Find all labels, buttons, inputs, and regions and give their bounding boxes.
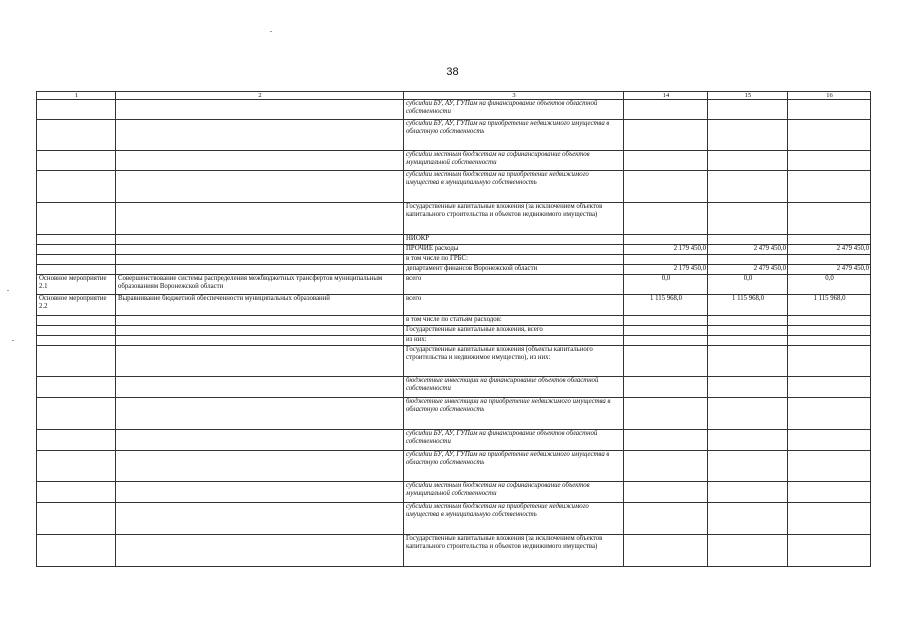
- value-2015-cell: [708, 326, 788, 336]
- table-row: [37, 398, 871, 430]
- row-name-cell: [116, 245, 404, 255]
- row-name-cell: [116, 430, 404, 451]
- table-row: [37, 295, 871, 316]
- value-2016-cell: [788, 235, 871, 245]
- row-code-cell: [37, 326, 116, 336]
- row-expense-cell: субсидии местным бюджетам на софинансирование объектов муниципальной собственности: [404, 482, 624, 503]
- value-2016-cell: 1 115 968,0: [788, 295, 871, 316]
- value-2016-cell: 2 479 450,0: [788, 265, 871, 275]
- row-name-cell: [116, 120, 404, 151]
- value-2014-cell: [624, 316, 708, 326]
- value-2015-cell: [708, 120, 788, 151]
- table-header-row: [37, 92, 871, 100]
- row-name-cell: [116, 151, 404, 171]
- table-row: [37, 120, 871, 151]
- table-row: [37, 336, 871, 346]
- table-row: [37, 316, 871, 326]
- value-2015-cell: [708, 203, 788, 235]
- value-2015-cell: [708, 346, 788, 377]
- value-2014-cell: [624, 255, 708, 265]
- row-name-cell: [116, 203, 404, 235]
- value-2015-cell: [708, 451, 788, 482]
- row-code-cell: [37, 100, 116, 120]
- value-2014-cell: [624, 398, 708, 430]
- row-code-cell: [37, 265, 116, 275]
- table-row: [37, 151, 871, 171]
- value-2014-cell: [624, 430, 708, 451]
- value-2014-cell: 2 179 450,0: [624, 245, 708, 255]
- row-expense-cell: бюджетные инвестиции на приобретение недвижимого имущества в областную собственность: [404, 398, 624, 430]
- table-row: [37, 100, 871, 120]
- value-2014-cell: [624, 171, 708, 203]
- value-2016-cell: [788, 203, 871, 235]
- value-2015-cell: [708, 377, 788, 398]
- table-row: [37, 203, 871, 235]
- row-name-cell: Выравнивание бюджетной обеспеченности муниципальных образований: [116, 295, 404, 316]
- row-expense-cell: НИОКР: [404, 235, 624, 245]
- table-row: [37, 171, 871, 203]
- value-2015-cell: [708, 535, 788, 567]
- value-2014-cell: [624, 326, 708, 336]
- value-2015-cell: [708, 482, 788, 503]
- value-2014-cell: [624, 451, 708, 482]
- row-expense-cell: Государственные капитальные вложения (объекты капитального строительства и недвижимое имущество), из них:: [404, 346, 624, 377]
- table-row: [37, 245, 871, 255]
- table-row: [37, 275, 871, 295]
- row-name-cell: [116, 336, 404, 346]
- row-expense-cell: субсидии БУ, АУ, ГУПам на финансирование объектов областной собственности: [404, 100, 624, 120]
- row-name-cell: [116, 326, 404, 336]
- value-2014-cell: 0,0: [624, 275, 708, 295]
- row-name-cell: [116, 346, 404, 377]
- table-row: [37, 346, 871, 377]
- row-expense-cell: субсидии местным бюджетам на приобретение недвижимого имущества в муниципальную собственность: [404, 171, 624, 203]
- value-2016-cell: 2 479 450,0: [788, 245, 871, 255]
- value-2015-cell: [708, 151, 788, 171]
- value-2015-cell: [708, 100, 788, 120]
- value-2014-cell: [624, 120, 708, 151]
- value-2014-cell: [624, 336, 708, 346]
- value-2014-cell: [624, 235, 708, 245]
- table-row: [37, 430, 871, 451]
- table-row: [37, 235, 871, 245]
- value-2014-cell: [624, 100, 708, 120]
- value-2015-cell: [708, 430, 788, 451]
- value-2016-cell: [788, 100, 871, 120]
- value-2016-cell: [788, 398, 871, 430]
- row-name-cell: [116, 171, 404, 203]
- row-name-cell: [116, 398, 404, 430]
- table-row: [37, 535, 871, 567]
- value-2016-cell: [788, 451, 871, 482]
- value-2015-cell: [708, 398, 788, 430]
- row-code-cell: [37, 235, 116, 245]
- value-2016-cell: [788, 430, 871, 451]
- value-2014-cell: [624, 203, 708, 235]
- value-2016-cell: [788, 326, 871, 336]
- value-2015-cell: 1 115 968,0: [708, 295, 788, 316]
- header-cell: 3: [404, 92, 624, 100]
- row-expense-cell: субсидии БУ, АУ, ГУПам на приобретение недвижимого имущества в областную собственность: [404, 451, 624, 482]
- value-2016-cell: [788, 482, 871, 503]
- row-code-cell: [37, 245, 116, 255]
- value-2016-cell: [788, 377, 871, 398]
- row-name-cell: Совершенствование системы распределения межбюджетных трансфертов муниципальным образованиям Воронежской области: [116, 275, 404, 295]
- row-name-cell: [116, 482, 404, 503]
- value-2015-cell: 2 479 450,0: [708, 245, 788, 255]
- row-code-cell: [37, 171, 116, 203]
- table-row: [37, 326, 871, 336]
- row-expense-cell: субсидии местным бюджетам на софинансирование объектов муниципальной собственности: [404, 151, 624, 171]
- table-row: [37, 255, 871, 265]
- header-cell: 14: [624, 92, 708, 100]
- header-cell: 15: [708, 92, 788, 100]
- scan-speck: [270, 31, 272, 32]
- value-2015-cell: [708, 171, 788, 203]
- row-name-cell: [116, 503, 404, 535]
- value-2014-cell: [624, 482, 708, 503]
- row-expense-cell: Государственные капитальные вложения (за исключением объектов капитального строительства и объектов недвижимого имущества): [404, 535, 624, 567]
- value-2015-cell: [708, 235, 788, 245]
- header-cell: 1: [37, 92, 116, 100]
- row-code-cell: [37, 535, 116, 567]
- header-cell: 2: [116, 92, 404, 100]
- scan-speck: [7, 290, 9, 291]
- value-2016-cell: [788, 120, 871, 151]
- value-2015-cell: [708, 336, 788, 346]
- row-expense-cell: субсидии местным бюджетам на приобретение недвижимого имущества в муниципальную собственность: [404, 503, 624, 535]
- row-code-cell: [37, 151, 116, 171]
- value-2016-cell: [788, 336, 871, 346]
- row-expense-cell: ПРОЧИЕ расходы: [404, 245, 624, 255]
- row-name-cell: [116, 377, 404, 398]
- row-code-cell: Основное мероприятие 2.2: [37, 295, 116, 316]
- row-expense-cell: всего: [404, 275, 624, 295]
- row-code-cell: [37, 255, 116, 265]
- row-name-cell: [116, 316, 404, 326]
- value-2014-cell: 2 179 450,0: [624, 265, 708, 275]
- row-code-cell: [37, 120, 116, 151]
- value-2014-cell: [624, 151, 708, 171]
- row-expense-cell: в том числе по ГРБС:: [404, 255, 624, 265]
- row-code-cell: [37, 503, 116, 535]
- row-expense-cell: всего: [404, 295, 624, 316]
- value-2014-cell: 1 115 968,0: [624, 295, 708, 316]
- row-name-cell: [116, 535, 404, 567]
- row-code-cell: Основное мероприятие 2.1: [37, 275, 116, 295]
- row-code-cell: [37, 451, 116, 482]
- row-code-cell: [37, 482, 116, 503]
- row-name-cell: [116, 100, 404, 120]
- page-number: 38: [446, 66, 459, 78]
- row-name-cell: [116, 451, 404, 482]
- value-2015-cell: 2 479 450,0: [708, 265, 788, 275]
- row-expense-cell: департамент финансов Воронежской области: [404, 265, 624, 275]
- row-expense-cell: субсидии БУ, АУ, ГУПам на финансирование объектов областной собственности: [404, 430, 624, 451]
- value-2016-cell: [788, 171, 871, 203]
- row-expense-cell: бюджетные инвестиции на финансирование объектов областной собственности: [404, 377, 624, 398]
- value-2016-cell: [788, 346, 871, 377]
- table-row: [37, 503, 871, 535]
- row-expense-cell: в том числе по статьям расходов:: [404, 316, 624, 326]
- value-2015-cell: [708, 503, 788, 535]
- row-name-cell: [116, 255, 404, 265]
- value-2016-cell: [788, 255, 871, 265]
- scan-speck: [12, 340, 14, 341]
- value-2014-cell: [624, 503, 708, 535]
- value-2015-cell: 0,0: [708, 275, 788, 295]
- value-2016-cell: [788, 503, 871, 535]
- row-code-cell: [37, 336, 116, 346]
- row-code-cell: [37, 316, 116, 326]
- row-name-cell: [116, 265, 404, 275]
- value-2016-cell: [788, 151, 871, 171]
- row-code-cell: [37, 346, 116, 377]
- value-2016-cell: 0,0: [788, 275, 871, 295]
- value-2015-cell: [708, 316, 788, 326]
- row-code-cell: [37, 377, 116, 398]
- row-expense-cell: из них:: [404, 336, 624, 346]
- table-row: [37, 451, 871, 482]
- value-2016-cell: [788, 535, 871, 567]
- row-code-cell: [37, 203, 116, 235]
- value-2016-cell: [788, 316, 871, 326]
- row-expense-cell: Государственные капитальные вложения, всего: [404, 326, 624, 336]
- row-code-cell: [37, 398, 116, 430]
- value-2015-cell: [708, 255, 788, 265]
- header-cell: 16: [788, 92, 871, 100]
- value-2014-cell: [624, 377, 708, 398]
- table-row: [37, 377, 871, 398]
- table-row: [37, 482, 871, 503]
- row-expense-cell: Государственные капитальные вложения (за исключением объектов капитального строительства и объектов недвижимого имущества): [404, 203, 624, 235]
- value-2014-cell: [624, 535, 708, 567]
- budget-table: [36, 91, 871, 567]
- table-row: [37, 265, 871, 275]
- row-expense-cell: субсидии БУ, АУ, ГУПам на приобретение недвижимого имущества в областную собственность: [404, 120, 624, 151]
- row-code-cell: [37, 430, 116, 451]
- row-name-cell: [116, 235, 404, 245]
- value-2014-cell: [624, 346, 708, 377]
